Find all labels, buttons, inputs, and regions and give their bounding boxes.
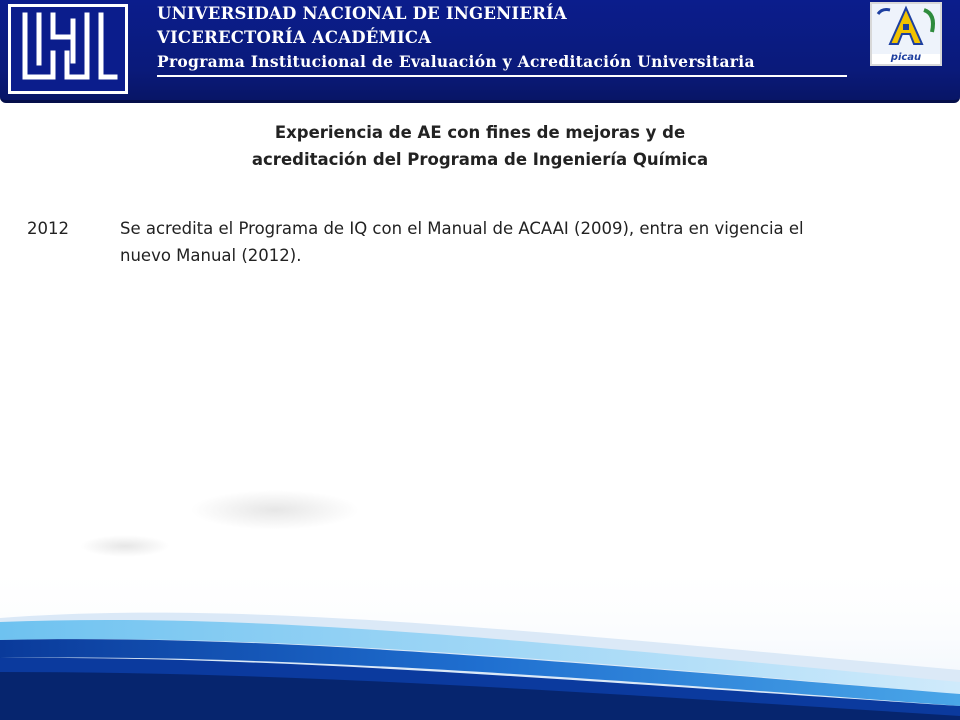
footer-waves [0, 560, 960, 720]
university-name: UNIVERSIDAD NACIONAL DE INGENIERÍA [157, 4, 567, 23]
header-underline [157, 75, 847, 77]
uni-logo-icon [8, 4, 128, 94]
header-titles [157, 2, 857, 74]
slide-title-line-1: Experiencia de AE con fines de mejoras y de [274, 123, 686, 142]
picau-logo-text: picau [890, 52, 922, 63]
slide-title [0, 119, 960, 173]
vice-rectory-name: VICERECTORÍA ACADÉMICA [157, 28, 432, 47]
header-banner [0, 0, 960, 103]
picau-logo-icon [870, 2, 942, 66]
program-name: Programa Institucional de Evaluación y Acreditación Universitaria [157, 52, 755, 71]
entry-year: 2012 [27, 219, 69, 238]
background-smudge [190, 490, 360, 530]
slide-title-line-2: acreditación del Programa de Ingeniería Química [251, 150, 709, 169]
background-smudge [80, 535, 170, 557]
entry-text: Se acredita el Programa de IQ con el Manual de ACAAI (2009), entra en vigencia el nuevo Manual (2012). [120, 219, 804, 265]
